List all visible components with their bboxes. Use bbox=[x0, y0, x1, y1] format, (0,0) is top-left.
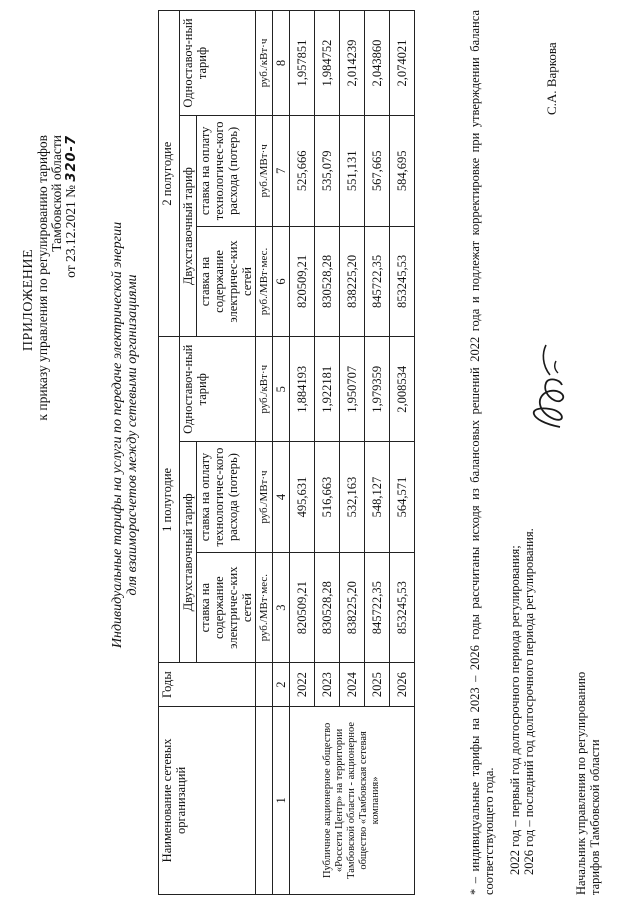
h2-maint-cell: 838225,20 bbox=[340, 226, 365, 337]
title-line-1: Индивидуальные тарифы на услуги по передаче электрической энергии bbox=[110, 221, 125, 649]
h1-one-part-cell: 1,979359 bbox=[365, 337, 390, 442]
column-numbers-row bbox=[273, 11, 290, 895]
header-org: Наименование сетевых организаций bbox=[159, 706, 256, 894]
appendix-line-2: Тамбовской области bbox=[49, 135, 64, 252]
period-first-year: 2022 год – первый год долгосрочного периода регулирования; bbox=[508, 545, 522, 875]
regulation-period-note bbox=[508, 10, 536, 875]
header-years: Годы bbox=[159, 663, 256, 706]
order-number: 320-7 bbox=[64, 135, 79, 182]
period-last-year: 2026 год – последний год долгосрочного периода регулирования. bbox=[522, 528, 536, 875]
units-row bbox=[256, 11, 273, 895]
signatory-position-line-1: Начальник управления по регулированию bbox=[574, 671, 588, 895]
h2-maint-cell: 830528,28 bbox=[315, 226, 340, 337]
header-one-part-1: Одноставоч-ный тариф bbox=[180, 337, 256, 442]
header-rate-maint-1: ставка на содержание электричес-ких сетей bbox=[197, 552, 256, 663]
signatory-position-line-2: тарифов Тамбовской области bbox=[588, 739, 602, 895]
footnote: * – индивидуальные тарифы на 2023 – 2026 годы рассчитаны исходя из балансовых решений 2022 года и подлежат корректировке при утверждении баланса соответствующего года. bbox=[468, 10, 496, 895]
unit-empty-2 bbox=[256, 663, 273, 706]
appendix-line-1: к приказу управления по регулированию тарифов bbox=[35, 135, 50, 421]
h1-one-part-cell: 2,008534 bbox=[390, 337, 415, 442]
signatory-position bbox=[574, 575, 602, 895]
col-number: 1 bbox=[273, 706, 290, 894]
unit-loss-1: руб./МВт·ч bbox=[256, 442, 273, 553]
header-two-part-2: Двухставочный тариф bbox=[180, 116, 197, 337]
title-line-2: для взаиморасчетов между сетевыми организациями bbox=[125, 274, 140, 596]
h2-loss-cell: 551,131 bbox=[340, 116, 365, 227]
tariff-table bbox=[158, 10, 415, 895]
unit-one-part-1: руб./кВт·ч bbox=[256, 337, 273, 442]
year-cell: 2023 bbox=[315, 663, 340, 706]
h2-loss-cell: 584,695 bbox=[390, 116, 415, 227]
h1-loss-cell: 495,631 bbox=[290, 442, 315, 553]
header-half-2: 2 полугодие bbox=[159, 11, 180, 337]
unit-maint-2: руб./МВт·мес. bbox=[256, 226, 273, 337]
table-row bbox=[290, 11, 315, 895]
col-number: 8 bbox=[273, 11, 290, 116]
year-cell: 2022 bbox=[290, 663, 315, 706]
header-rate-loss-2: ставка на оплату технологичес-кого расхода (потерь) bbox=[197, 116, 256, 227]
h1-maint-cell: 820509,21 bbox=[290, 552, 315, 663]
h2-one-part-cell: 2,014239 bbox=[340, 11, 365, 116]
h1-maint-cell: 845722,35 bbox=[365, 552, 390, 663]
year-cell: 2024 bbox=[340, 663, 365, 706]
year-cell: 2025 bbox=[365, 663, 390, 706]
h2-one-part-cell: 2,043860 bbox=[365, 11, 390, 116]
col-number: 4 bbox=[273, 442, 290, 553]
header-two-part-1: Двухставочный тариф bbox=[180, 442, 197, 663]
h1-loss-cell: 532,163 bbox=[340, 442, 365, 553]
col-number: 5 bbox=[273, 337, 290, 442]
header-row-1 bbox=[159, 11, 180, 895]
h2-one-part-cell: 1,957851 bbox=[290, 11, 315, 116]
h2-maint-cell: 845722,35 bbox=[365, 226, 390, 337]
appendix-date: от 23.12.2021 № bbox=[63, 181, 78, 278]
col-number: 6 bbox=[273, 226, 290, 337]
h2-maint-cell: 853245,53 bbox=[390, 226, 415, 337]
h2-one-part-cell: 2,074021 bbox=[390, 11, 415, 116]
unit-one-part-2: руб./кВт·ч bbox=[256, 11, 273, 116]
unit-empty-1 bbox=[256, 706, 273, 894]
h2-loss-cell: 525,666 bbox=[290, 116, 315, 227]
handwritten-signature-icon bbox=[520, 340, 576, 435]
h2-loss-cell: 567,665 bbox=[365, 116, 390, 227]
appendix-block bbox=[22, 135, 79, 465]
org-name-cell: Публичное акционерное общество «Россети Центр» на территории Тамбовской области - акционерное общество «Тамбовская сетевая компания» bbox=[290, 706, 415, 894]
appendix-title: ПРИЛОЖЕНИЕ bbox=[21, 248, 36, 352]
h2-maint-cell: 820509,21 bbox=[290, 226, 315, 337]
col-number: 3 bbox=[273, 552, 290, 663]
col-number: 7 bbox=[273, 116, 290, 227]
year-cell: 2026 bbox=[390, 663, 415, 706]
header-rate-maint-2: ставка на содержание электричес-ких сетей bbox=[197, 226, 256, 337]
h1-loss-cell: 516,663 bbox=[315, 442, 340, 553]
h1-one-part-cell: 1,922181 bbox=[315, 337, 340, 442]
col-number: 2 bbox=[273, 663, 290, 706]
h1-loss-cell: 564,571 bbox=[390, 442, 415, 553]
header-half-1: 1 полугодие bbox=[159, 337, 180, 663]
unit-loss-2: руб./МВт·ч bbox=[256, 116, 273, 227]
h1-one-part-cell: 1,884193 bbox=[290, 337, 315, 442]
appendix-line-3 bbox=[64, 135, 79, 465]
header-one-part-2: Одноставоч-ный тариф bbox=[180, 11, 256, 116]
h1-loss-cell: 548,127 bbox=[365, 442, 390, 553]
h1-maint-cell: 838225,20 bbox=[340, 552, 365, 663]
signatory-name: С.А. Варкова bbox=[544, 42, 559, 115]
h1-maint-cell: 853245,53 bbox=[390, 552, 415, 663]
header-rate-loss-1: ставка на оплату технологичес-кого расхода (потерь) bbox=[197, 442, 256, 553]
unit-maint-1: руб./МВт·мес. bbox=[256, 552, 273, 663]
h1-one-part-cell: 1,950707 bbox=[340, 337, 365, 442]
document-title bbox=[110, 125, 140, 745]
h2-one-part-cell: 1,984752 bbox=[315, 11, 340, 116]
footer-block bbox=[468, 10, 602, 895]
h1-maint-cell: 830528,28 bbox=[315, 552, 340, 663]
h2-loss-cell: 535,079 bbox=[315, 116, 340, 227]
